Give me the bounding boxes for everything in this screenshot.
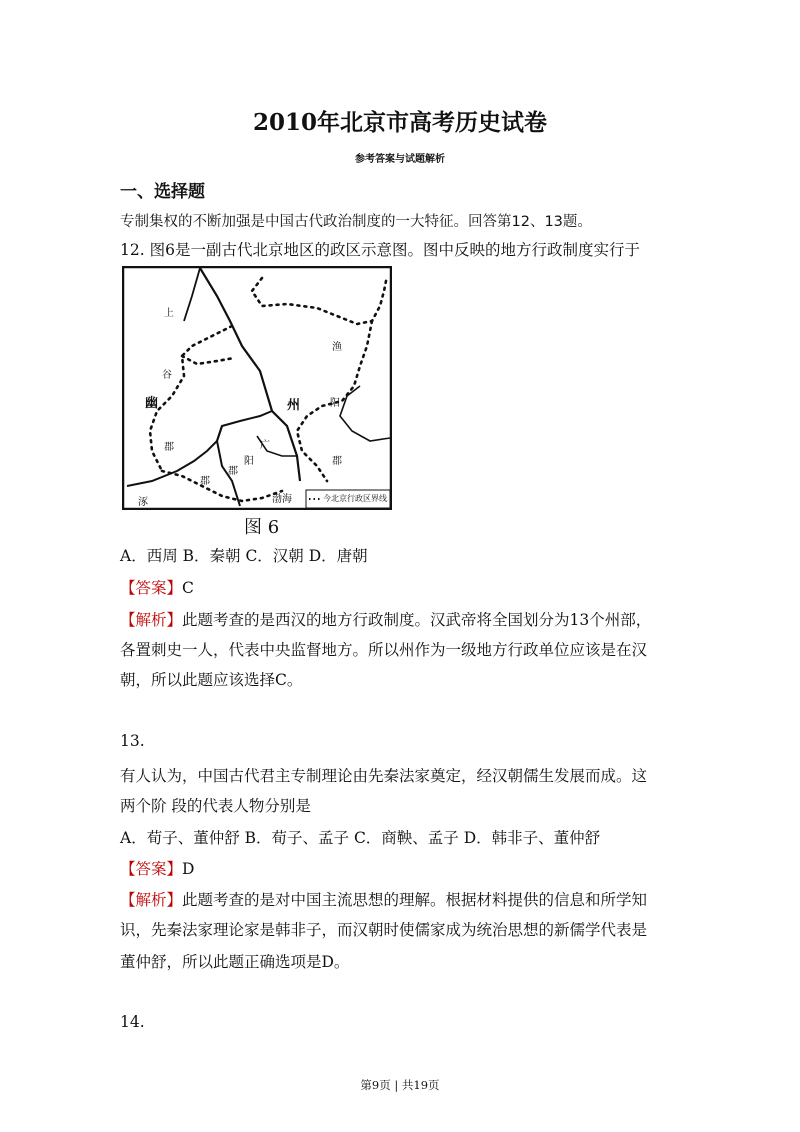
map-label-guang: 广: [260, 440, 270, 451]
q13-analysis-line-2: 识，先秦法家理论家是韩非子，而汉朝时使儒家成为统治思想的新儒学代表是: [120, 921, 648, 939]
q13-stem-line-2: 两个阶 段的代表人物分别是: [120, 797, 311, 815]
map-label-jun3: 郡: [200, 476, 210, 487]
map-label-jun: 郡: [164, 442, 174, 453]
q13-answer: [120, 857, 194, 879]
answer-tag: 【答案】: [120, 860, 183, 878]
q12-stem: 12. 图6是一副古代北京地区的政区示意图。图中反映的地方行政制度实行于: [120, 241, 640, 259]
q13-number: 13.: [120, 732, 145, 750]
map-label-zhou: 州: [287, 398, 301, 413]
map-label-bohai: 渤海: [272, 494, 292, 505]
page-footer: 第9页 | 共19页: [360, 1078, 440, 1092]
page-title: 2010年北京市高考历史试卷: [252, 109, 547, 136]
q12-analysis-line-3: 朝，所以此题应该选择C。: [120, 671, 303, 689]
q13-analysis-line-1: [120, 888, 647, 910]
page-subtitle: 参考答案与试题解析: [355, 154, 445, 165]
q13-options: A．荀子、董仲舒 B．荀子、孟子 C．商鞅、孟子 D．韩非子、董仲舒: [120, 829, 601, 847]
analysis-text: 此题考查的是对中国主流思想的理解。根据材料提供的信息和所学知: [182, 891, 648, 909]
section-heading: 一、选择题: [120, 182, 205, 202]
map-label-yang: 阳: [330, 398, 340, 409]
analysis-tag: 【解析】: [120, 891, 183, 909]
q12-options: A．西周 B．秦朝 C．汉朝 D．唐朝: [120, 547, 368, 565]
intro-text: 专制集权的不断加强是中国古代政治制度的一大特征。回答第12、13题。: [120, 214, 592, 230]
analysis-tag: 【解析】: [120, 611, 183, 629]
map-figure: [122, 266, 392, 510]
map-label-zhuo: 涿: [138, 497, 148, 508]
answer-value: D: [182, 860, 195, 878]
q13-stem-line-1: 有人认为，中国古代君主专制理论由先秦法家奠定，经汉朝儒生发展而成。这: [120, 767, 648, 785]
map-label-you: 幽: [145, 396, 159, 411]
figure-label: 图 6: [244, 517, 280, 538]
q12-analysis-line-2: 各置刺史一人，代表中央监督地方。所以州作为一级地方行政单位应该是在汉: [120, 641, 648, 659]
map-legend: 今北京行政区界线: [323, 494, 387, 503]
map-label-jun2: 郡: [332, 456, 342, 467]
answer-value: C: [182, 579, 194, 597]
map-label-shang: 上: [164, 308, 174, 319]
q14-number: 14.: [120, 1013, 145, 1031]
q12-answer: [120, 576, 194, 598]
map-label-guang-yang: 阳: [244, 456, 254, 467]
analysis-text: 此题考查的是西汉的地方行政制度。汉武帝将全国划分为13个州部，: [182, 611, 652, 629]
map-label-yu: 渔: [332, 342, 342, 353]
q12-analysis-line-1: [120, 608, 651, 630]
map-label-jun4: 郡: [228, 466, 238, 477]
map-label-gu: 谷: [162, 370, 172, 381]
answer-tag: 【答案】: [120, 579, 183, 597]
q13-analysis-line-3: 董仲舒，所以此题正确选项是D。: [120, 953, 350, 971]
map-svg: [122, 266, 392, 510]
